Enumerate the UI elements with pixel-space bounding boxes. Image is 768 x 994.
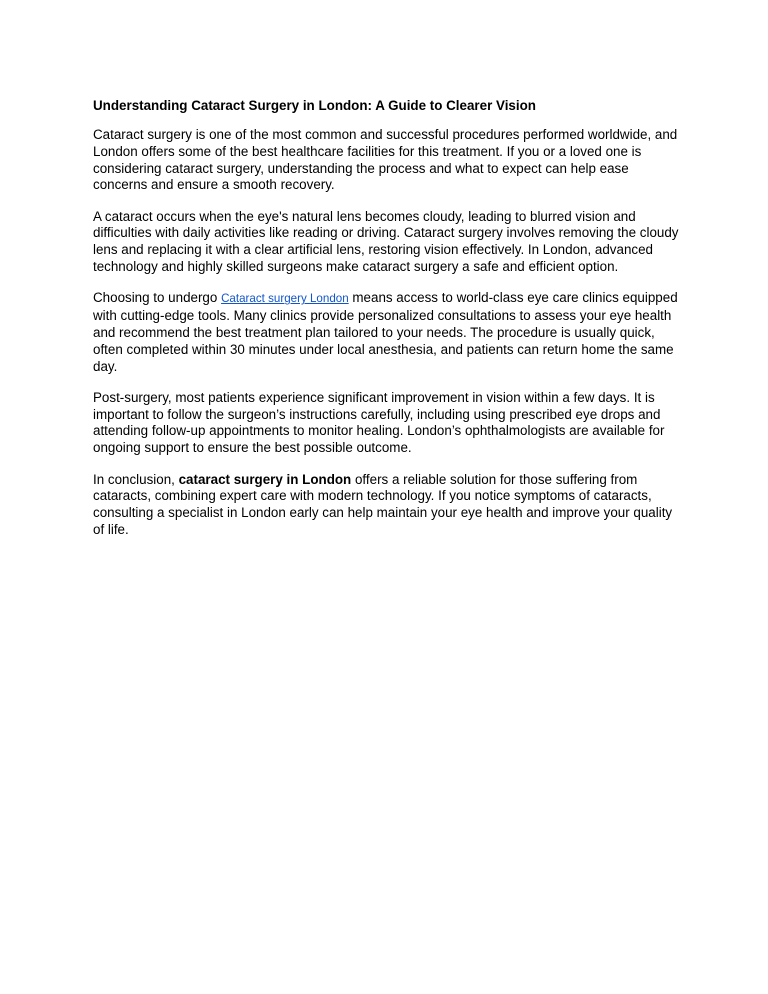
paragraph-choosing-surgery <box>93 290 683 375</box>
paragraph-post-surgery: Post-surgery, most patients experience significant improvement in vision within a few days. It is important to follow the surgeon’s instructions carefully, including using prescribed eye drops and attending follow-up appointments to monitor healing. London’s ophthalmologists are available for ongoing support to ensure the best possible outcome. <box>93 389 665 456</box>
cataract-surgery-london-link[interactable]: Cataract surgery London <box>221 292 349 306</box>
paragraph-choosing-surgery-text-start: Choosing to undergo <box>93 290 222 306</box>
paragraph-choosing-surgery-text-end: means access to world-class eye care clinics equipped with cutting-edge tools. Many clinics provide personalized consultations to assess your eye health and recommend the best treatment plan tailored to your needs. The procedure is usually quick, often completed within 30 minutes under local anesthesia, and patients can return home the same day. <box>93 290 678 374</box>
conclusion-bold-phrase: cataract surgery in London <box>178 471 352 487</box>
document-title: Understanding Cataract Surgery in London: A Guide to Clearer Vision <box>93 98 536 113</box>
document-page <box>93 97 683 553</box>
paragraph-what-is-cataract: A cataract occurs when the eye's natural lens becomes cloudy, leading to blurred vision and difficulties with daily activities like reading or driving. Cataract surgery involves removing the cloudy lens and replacing it with a clear artificial lens, restoring vision effectively. In London, advanced technology and highly skilled surgeons make cataract surgery a safe and efficient option. <box>93 208 679 275</box>
paragraph-conclusion-text-end: offers a reliable solution for those suffering from cataracts, combining expert care with modern technology. If you notice symptoms of cataracts, consulting a specialist in London early can help maintain your eye health and improve your quality of life. <box>93 471 673 537</box>
paragraph-intro: Cataract surgery is one of the most common and successful procedures performed worldwide, and London offers some of the best healthcare facilities for this treatment. If you or a loved one is considering cataract surgery, understanding the process and what to expect can help ease concerns and ensure a smooth recovery. <box>93 127 678 193</box>
paragraph-conclusion-text-start: In conclusion, <box>93 471 179 487</box>
paragraph-conclusion <box>93 472 683 539</box>
